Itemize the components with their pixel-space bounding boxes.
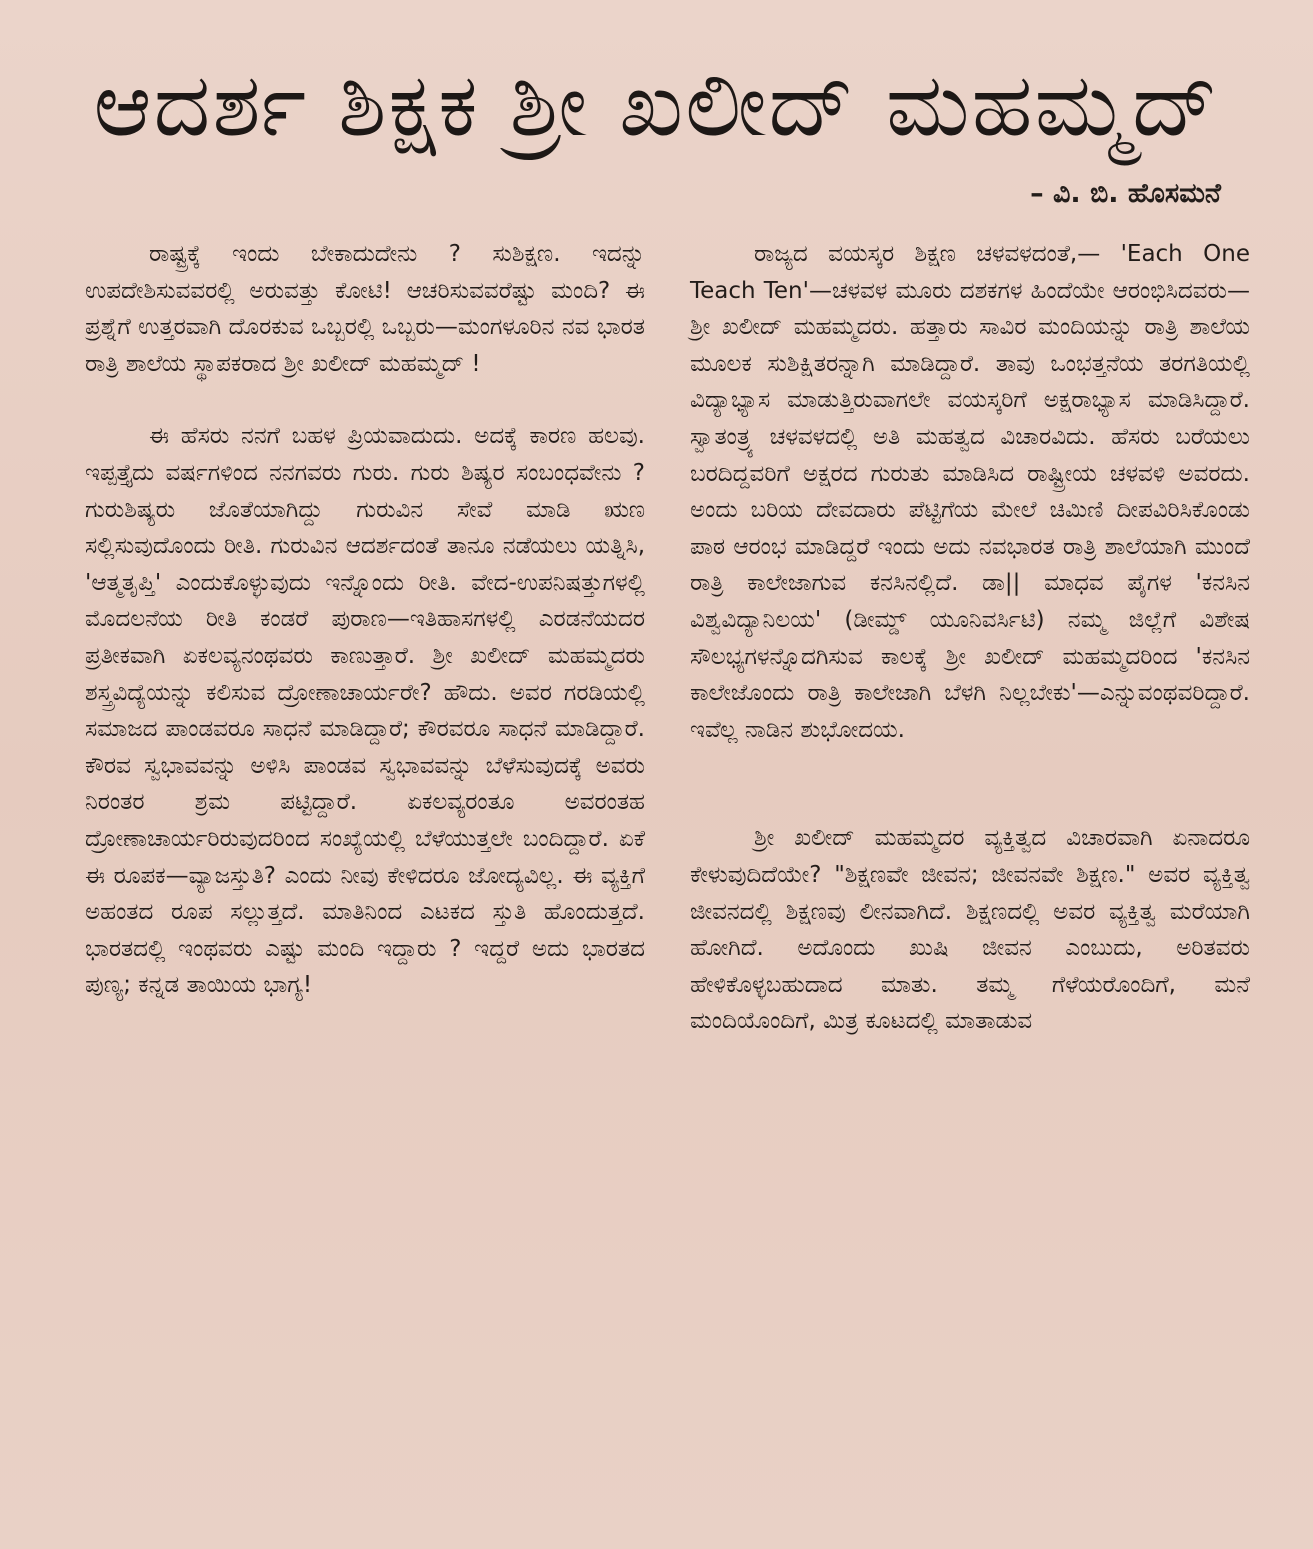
paragraph: ರಾಷ್ಟ್ರಕ್ಕೆ ಇಂದು ಬೇಕಾದುದೇನು ? ಸುಶಿಕ್ಷಣ. ಇದನ್ನು ಉಪದೇಶಿಸುವವರಲ್ಲಿ ಅರುವತ್ತು ಕೋಟಿ! ಆಚರಿಸುವವರೆಷ್ಟು ಮಂದಿ? ಈ ಪ್ರಶ್ನೆಗೆ ಉತ್ತರವಾಗಿ ದೊರಕುವ ಒಬ್ಬರಲ್ಲಿ ಒಬ್ಬರು—ಮಂಗಳೂರಿನ ನವ ಭಾರತ ರಾತ್ರಿ ಶಾಲೆಯ ಸ್ಥಾಪಕರಾದ ಶ್ರೀ ಖಲೀದ್ ಮಹಮ್ಮದ್ !	[85, 241, 645, 377]
paragraph: ಈ ಹೆಸರು ನನಗೆ ಬಹಳ ಪ್ರಿಯವಾದುದು. ಅದಕ್ಕೆ ಕಾರಣ ಹಲವು. ಇಪ್ಪತ್ತೈದು ವರ್ಷಗಳಿಂದ ನನಗವರು ಗುರು. ಗುರು ಶಿಷ್ಯರ ಸಂಬಂಧವೇನು ? ಗುರುಶಿಷ್ಯರು ಜೊತೆಯಾಗಿದ್ದು ಗುರುವಿನ ಸೇವೆ ಮಾಡಿ ಋಣ ಸಲ್ಲಿಸುವುದೊಂದು ರೀತಿ. ಗುರುವಿನ ಆದರ್ಶದಂತೆ ತಾನೂ ನಡೆಯಲು ಯತ್ನಿಸಿ, 'ಆತ್ಮತೃಪ್ತಿ' ಎಂದುಕೊಳ್ಳುವುದು ಇನ್ನೊಂದು ರೀತಿ. ವೇದ-ಉಪನಿಷತ್ತುಗಳಲ್ಲಿ ಮೊದಲನೆಯ ರೀತಿ ಕಂಡರೆ ಪುರಾಣ—ಇತಿಹಾಸಗಳಲ್ಲಿ ಎರಡನೆಯದರ ಪ್ರತೀಕವಾಗಿ ಏಕಲವ್ಯನಂಥವರು ಕಾಣುತ್ತಾರೆ. ಶ್ರೀ ಖಲೀದ್ ಮಹಮ್ಮದರು ಶಸ್ತ್ರವಿದ್ಯೆಯನ್ನು ಕಲಿಸುವ ದ್ರೋಣಾಚಾರ್ಯರೇ? ಹೌದು. ಅವರ ಗರಡಿಯಲ್ಲಿ ಸಮಾಜದ ಪಾಂಡವರೂ ಸಾಧನೆ ಮಾಡಿದ್ದಾರೆ; ಕೌರವರೂ ಸಾಧನೆ ಮಾಡಿದ್ದಾರೆ. ಕೌರವ ಸ್ವಭಾವವನ್ನು ಅಳಿಸಿ ಪಾಂಡವ ಸ್ವಭಾವವನ್ನು ಬೆಳೆಸುವುದಕ್ಕೆ ಅವರು ನಿರಂತರ ಶ್ರಮ ಪಟ್ಟಿದ್ದಾರೆ. ಏಕಲವ್ಯರಂತೂ ಅವರಂತಹ ದ್ರೋಣಾಚಾರ್ಯರಿರುವುದರಿಂದ ಸಂಖ್ಯೆಯಲ್ಲಿ ಬೆಳೆಯುತ್ತಲೇ ಬಂದಿದ್ದಾರೆ. ಏಕೆ ಈ ರೂಪಕ—ವ್ಯಾಜಸ್ತುತಿ? ಎಂದು ನೀವು ಕೇಳಿದರೂ ಜೋದ್ಯವಿಲ್ಲ. ಈ ವ್ಯಕ್ತಿಗೆ ಅಹಂತದ ರೂಪ ಸಲ್ಲುತ್ತದೆ. ಮಾತಿನಿಂದ ಎಟಕದ ಸ್ತುತಿ ಹೊಂದುತ್ತದೆ. ಭಾರತದಲ್ಲಿ ಇಂಥವರು ಎಷ್ಟು ಮಂದಿ ಇದ್ದಾರು ? ಇದ್ದರೆ ಅದು ಭಾರತದ ಪುಣ್ಯ; ಕನ್ನಡ ತಾಯಿಯ ಭಾಗ್ಯ!	[85, 423, 645, 999]
paragraph: ರಾಜ್ಯದ ವಯಸ್ಕರ ಶಿಕ್ಷಣ ಚಳವಳದಂತೆ,— 'Each One Teach Ten'—ಚಳವಳ ಮೂರು ದಶಕಗಳ ಹಿಂದೆಯೇ ಆರಂಭಿಸಿದವರು—ಶ್ರೀ ಖಲೀದ್ ಮಹಮ್ಮದರು. ಹತ್ತಾರು ಸಾವಿರ ಮಂದಿಯನ್ನು ರಾತ್ರಿ ಶಾಲೆಯ ಮೂಲಕ ಸುಶಿಕ್ಷಿತರನ್ನಾಗಿ ಮಾಡಿದ್ದಾರೆ. ತಾವು ಒಂಭತ್ತನೆಯ ತರಗತಿಯಲ್ಲಿ ವಿದ್ಯಾಭ್ಯಾಸ ಮಾಡುತ್ತಿರುವಾಗಲೇ ವಯಸ್ಕರಿಗೆ ಅಕ್ಷರಾಭ್ಯಾಸ ಮಾಡಿಸಿದ್ದಾರೆ. ಸ್ವಾತಂತ್ರ್ಯ ಚಳವಳದಲ್ಲಿ ಅತಿ ಮಹತ್ವದ ವಿಚಾರವಿದು. ಹೆಸರು ಬರೆಯಲು ಬರದಿದ್ದವರಿಗೆ ಅಕ್ಷರದ ಗುರುತು ಮಾಡಿಸಿದ ರಾಷ್ಟ್ರೀಯ ಚಳವಳಿ ಅವರದು. ಅಂದು ಬರಿಯ ದೇವದಾರು ಪೆಟ್ಟಿಗೆಯ ಮೇಲೆ ಚಿಮಿಣಿ ದೀಪವಿರಿಸಿಕೊಂಡು ಪಾಠ ಆರಂಭ ಮಾಡಿದ್ದರೆ ಇಂದು ಅದು ನವಭಾರತ ರಾತ್ರಿ ಶಾಲೆಯಾಗಿ ಮುಂದೆ ರಾತ್ರಿ ಕಾಲೇಜಾಗುವ ಕನಸಿನಲ್ಲಿದೆ. ಡಾ|| ಮಾಧವ ಪೈಗಳ 'ಕನಸಿನ ವಿಶ್ವವಿದ್ಯಾನಿಲಯ' (ಡೀಮ್ಡ್ ಯೂನಿವರ್ಸಿಟಿ) ನಮ್ಮ ಜಿಲ್ಲೆಗೆ ವಿಶೇಷ ಸೌಲಭ್ಯಗಳನ್ನೊದಗಿಸುವ ಕಾಲಕ್ಕೆ ಶ್ರೀ ಖಲೀದ್ ಮಹಮ್ಮದರಿಂದ 'ಕನಸಿನ ಕಾಲೇಜೊಂದು ರಾತ್ರಿ ಕಾಲೇಜಾಗಿ ಬೆಳಗಿ ನಿಲ್ಲಬೇಕು'—ಎನ್ನುವಂಥವರಿದ್ದಾರೆ. ಇವೆಲ್ಲ ನಾಡಿನ ಶುಭೋದಯ.	[690, 241, 1250, 743]
right-column	[690, 236, 1250, 1040]
article-title: ಆದರ್ಶ ಶಿಕ್ಷಕ ಶ್ರೀ ಖಲೀದ್ ಮಹಮ್ಮದ್	[93, 53, 1220, 156]
column-gutter	[662, 240, 663, 1480]
paragraph: ಶ್ರೀ ಖಲೀದ್ ಮಹಮ್ಮದರ ವ್ಯಕ್ತಿತ್ವದ ವಿಚಾರವಾಗಿ ಏನಾದರೂ ಕೇಳುವುದಿದೆಯೇ? "ಶಿಕ್ಷಣವೇ ಜೀವನ; ಜೀವನವೇ ಶಿಕ್ಷಣ." ಅವರ ವ್ಯಕ್ತಿತ್ವ ಜೀವನದಲ್ಲಿ ಶಿಕ್ಷಣವು ಲೀನವಾಗಿದೆ. ಶಿಕ್ಷಣದಲ್ಲಿ ಅವರ ವ್ಯಕ್ತಿತ್ವ ಮರೆಯಾಗಿ ಹೋಗಿದೆ. ಅದೊಂದು ಖುಷಿ ಜೀವನ ಎಂಬುದು, ಅರಿತವರು ಹೇಳಿಕೊಳ್ಳಬಹುದಾದ ಮಾತು. ತಮ್ಮ ಗೆಳೆಯರೊಂದಿಗೆ, ಮನೆ ಮಂದಿಯೊಂದಿಗೆ, ಮಿತ್ರ ಕೂಟದಲ್ಲಿ ಮಾತಾಡುವ	[690, 825, 1250, 1035]
left-column	[85, 236, 645, 1004]
article-author: – ವಿ. ಬಿ. ಹೊಸಮನೆ	[1030, 178, 1221, 209]
